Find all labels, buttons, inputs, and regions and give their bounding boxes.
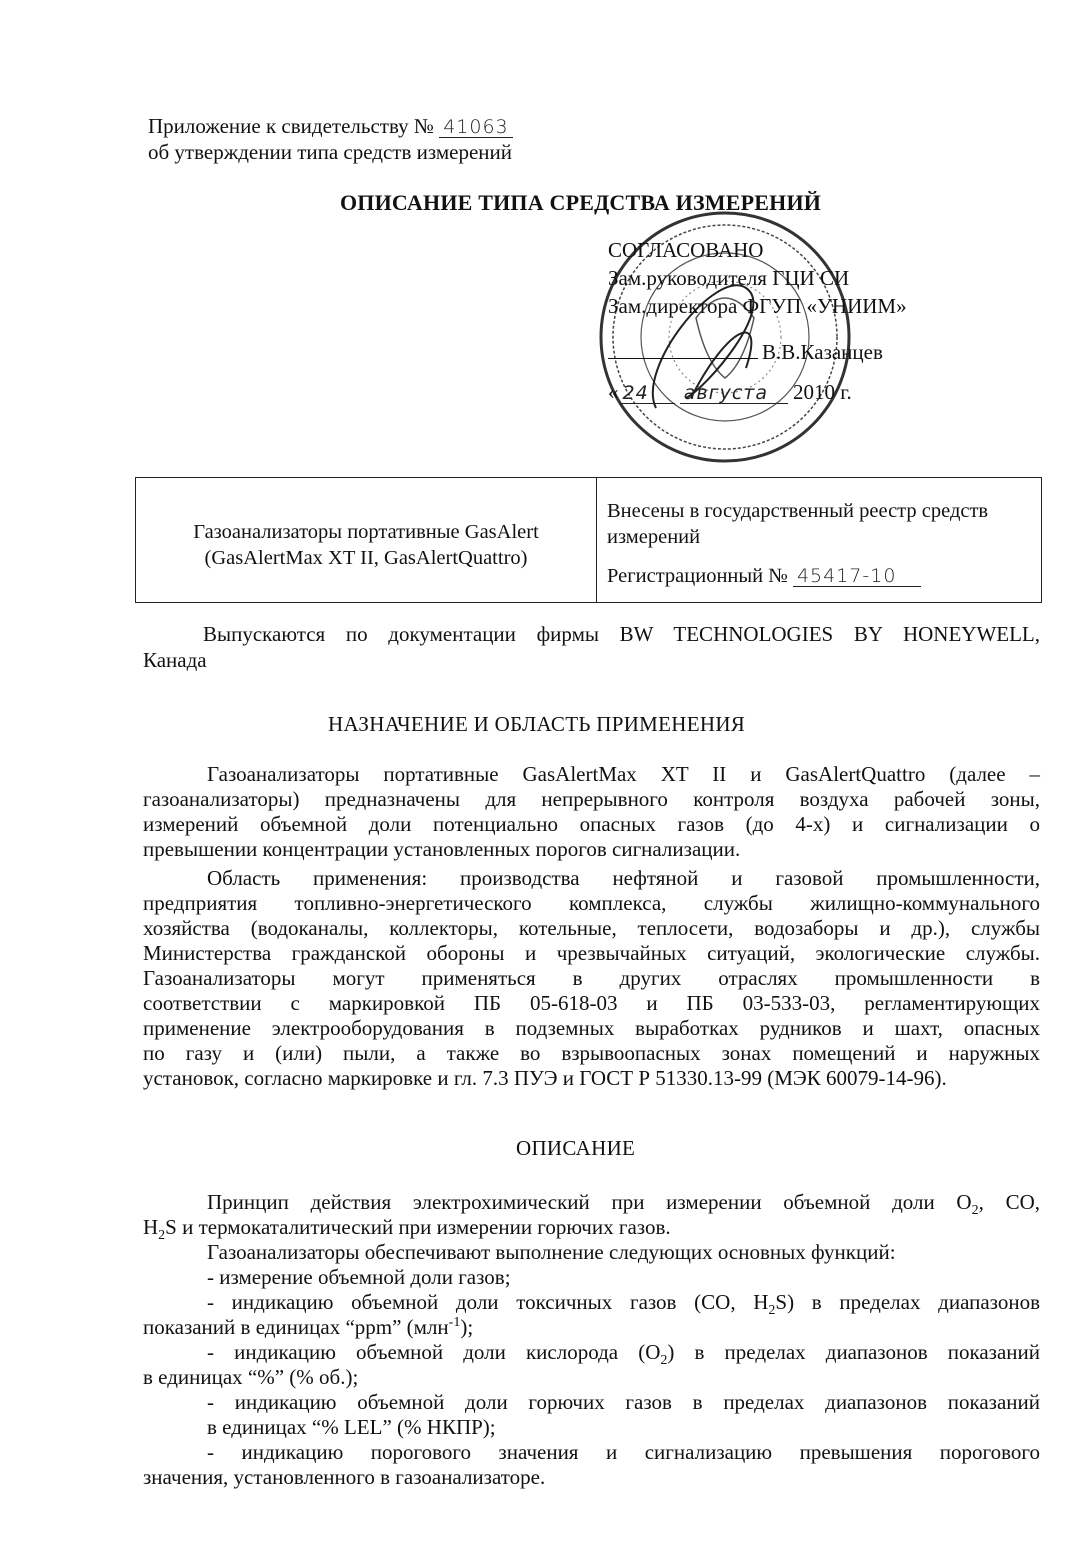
signature-line — [608, 340, 758, 359]
function-item-3-line-1 — [143, 1340, 1041, 1369]
text-line: Газоанализаторы могут применяться в других отраслях промышленности в — [143, 966, 1040, 990]
text-line: хозяйства (водоканалы, коллекторы, котельные, теплосети, водозаборы и др.), службы — [143, 916, 1040, 940]
registration-label: Регистрационный № — [607, 565, 788, 587]
section-title-purpose: НАЗНАЧЕНИЕ И ОБЛАСТЬ ПРИМЕНЕНИЯ — [328, 712, 746, 736]
date-day-handwritten: 24 — [619, 383, 675, 404]
product-name-line-2: (GasAlertMax XT II, GasAlertQuattro) — [204, 547, 528, 569]
registry-line-1: Внесены в государственный реестр средств — [607, 500, 989, 522]
text-line: газоанализаторы) предназначены для непрерывного контроля воздуха рабочей зоны, — [143, 787, 1040, 811]
manufacturer-line-1: Выпускаются по документации фирмы BW TECHNOLOGIES BY HONEYWELL, — [203, 622, 1040, 646]
text-line: превышении концентрации установленных порогов сигнализации. — [143, 837, 741, 861]
principle-line-2 — [143, 1215, 1040, 1244]
document-title: ОПИСАНИЕ ТИПА СРЕДСТВА ИЗМЕРЕНИЙ — [340, 190, 822, 215]
appendix-line-2: об утверждении типа средств измерений — [148, 140, 513, 164]
function-item-5-line-1: - индикацию порогового значения и сигнализацию превышения порогового — [207, 1440, 1040, 1464]
certificate-number-handwritten: 41063 — [439, 117, 512, 138]
text-line: Министерства гражданской обороны и чрезвычайных ситуаций, экологические службы. — [143, 941, 1040, 965]
registration-number-handwritten: 45417-10 — [793, 566, 921, 587]
principle-line-1 — [143, 1190, 1040, 1219]
description-body — [143, 1190, 1040, 1490]
purpose-paragraph-2 — [143, 866, 1040, 1091]
appendix-line-1: Приложение к свидетельству № — [148, 114, 434, 138]
text-line: по газу и (или) пыли, а также во взрывоопасных зонах помещений и наружных — [143, 1041, 1040, 1065]
section-title-description: ОПИСАНИЕ — [516, 1136, 636, 1160]
text-line: применение электрооборудования в подземных выработках рудников и шахт, опасных — [143, 1016, 1040, 1040]
manufacturer-line-2: Канада — [143, 648, 207, 672]
text-span: Принцип действия электрохимический при измерении объемной доли O — [207, 1190, 972, 1214]
text-line: измерений объемной доли потенциально опасных газов (до 4-х) и сигнализации о — [143, 812, 1040, 836]
registration-row — [607, 563, 1033, 589]
superscript: -1 — [448, 1315, 461, 1330]
product-cell — [136, 478, 597, 602]
text-span: ) в пределах диапазонов показаний — [667, 1340, 1041, 1364]
registry-table — [135, 477, 1042, 603]
functions-intro: Газоанализаторы обеспечивают выполнение следующих основных функций: — [207, 1240, 896, 1264]
signature-row — [608, 338, 938, 366]
function-item-3-line-2: в единицах “%” (% об.); — [143, 1365, 359, 1389]
product-name-line-1: Газоанализаторы портативные GasAlert — [193, 521, 539, 543]
text-line: Газоанализаторы портативные GasAlertMax XT II и GasAlertQuattro (далее – — [207, 762, 1040, 786]
text-line: Область применения: производства нефтяной и газовой промышленности, — [207, 866, 1040, 890]
date-month-handwritten: августа — [680, 383, 788, 404]
text-line: предприятия топливно-энергетического комплекса, службы жилищно-коммунального — [143, 891, 1040, 915]
approval-block — [608, 236, 938, 406]
subscript: 2 — [158, 1228, 166, 1244]
text-span: H — [143, 1215, 159, 1239]
function-item-4-line-1: - индикацию объемной доли горючих газов в пределах диапазонов показаний — [207, 1390, 1040, 1414]
approval-position-2: Зам.директора ФГУП «УНИИМ» — [608, 294, 907, 318]
registry-cell — [597, 478, 1041, 602]
function-item-5-line-2: значения, установленного в газоанализаторе. — [143, 1465, 546, 1489]
text-span: , CO, — [978, 1190, 1040, 1214]
text-span: S и термокаталитический при измерении горючих газов. — [165, 1215, 671, 1239]
subscript: 2 — [971, 1203, 979, 1219]
purpose-paragraph-1 — [143, 762, 1040, 862]
function-item-2-line-2 — [143, 1315, 1040, 1340]
approval-position-1: Зам.руководителя ГЦИ СИ — [608, 266, 850, 290]
registry-line-2: измерений — [607, 526, 701, 548]
approval-heading: СОГЛАСОВАНО — [608, 238, 764, 262]
text-line: установок, согласно маркировке и гл. 7.3 ПУЭ и ГОСТ Р 51330.13-99 (МЭК 60079-14-96). — [143, 1066, 947, 1090]
appendix-header — [148, 114, 513, 139]
subscript: 2 — [660, 1353, 668, 1369]
function-item-4-line-2: в единицах “% LEL” (% НКПР); — [207, 1415, 496, 1439]
text-span: показаний в единицах “ppm” (млн — [143, 1315, 449, 1339]
approval-date-row — [608, 378, 938, 406]
date-quote: « — [608, 380, 619, 404]
text-line: соответствии с маркировкой ПБ 05-618-03 и ПБ 03-533-03, регламентирующих — [143, 991, 1040, 1015]
function-item-2-line-1 — [143, 1290, 1040, 1319]
signatory-name: В.В.Казанцев — [762, 340, 883, 364]
text-span: - индикацию объемной доли кислорода (O — [207, 1340, 661, 1364]
text-span: - индикацию объемной доли токсичных газов (CO, H — [207, 1290, 769, 1314]
subscript: 2 — [768, 1303, 776, 1319]
function-item-1: - измерение объемной доли газов; — [207, 1265, 511, 1289]
text-span: S) в пределах диапазонов — [775, 1290, 1040, 1314]
date-year: 2010 г. — [793, 380, 852, 404]
text-span: ); — [460, 1315, 474, 1339]
